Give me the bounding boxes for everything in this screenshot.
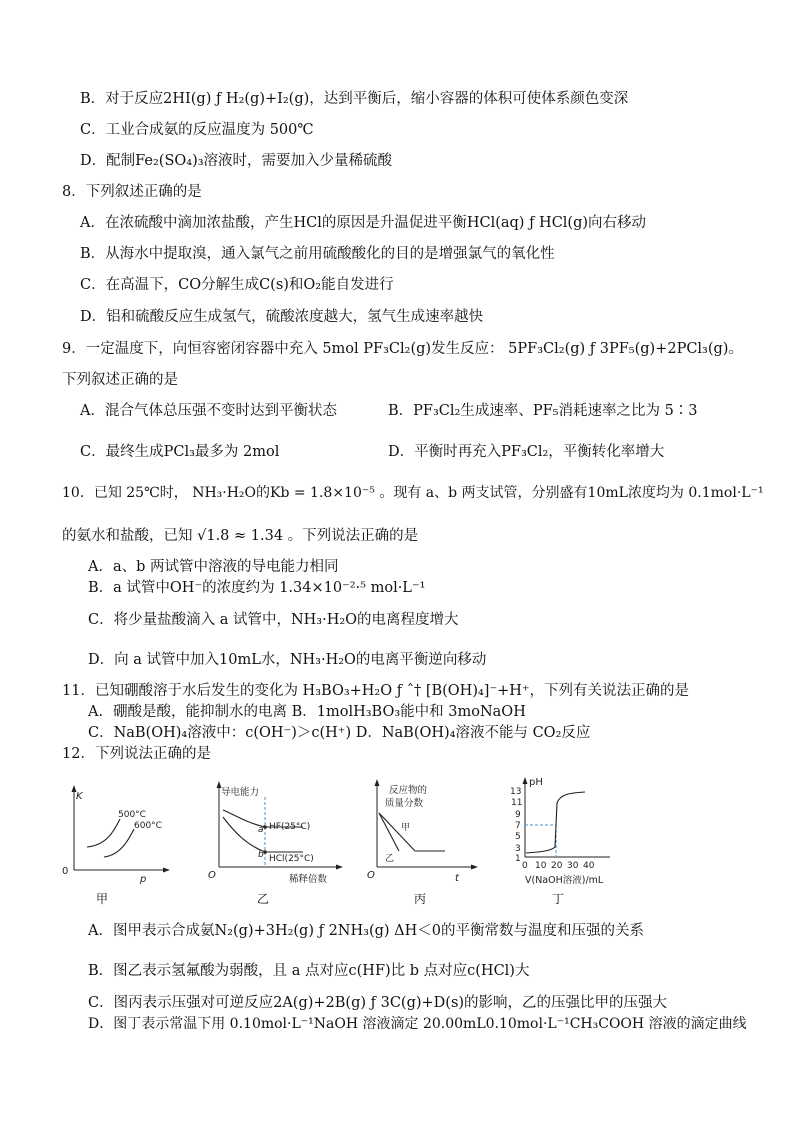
ding-caption: 丁 [551,892,564,906]
q12-option-b: B．图乙表示氢氟酸为弱酸，且 a 点对应c(HF)比 b 点对应c(HCl)大 [88,963,530,979]
q10-option-c: C．将少量盐酸滴入 a 试管中，NH₃·H₂O的电离程度增大 [88,612,459,628]
ding-ytick-3: 3 [515,844,521,854]
ding-xtick-0: 0 [522,861,528,871]
figure-bing [365,775,480,890]
jia-x-label: p [140,874,147,885]
yi-point-a: a [258,825,264,835]
bing-curve-jia-label: 甲 [401,823,411,833]
q8-option-b: B．从海水中提取溴，通入氯气之前用硫酸酸化的目的是增强氯气的氧化性 [80,246,555,262]
q9-option-a: A．混合气体总压强不变时达到平衡状态 [80,403,337,419]
bing-y-label-1: 反应物的 [389,785,428,796]
ding-x-label: V(NaOH溶液)/mL [525,875,604,886]
figure-jia [62,775,172,890]
q10-stem-line1: 10．已知 25℃时， NH₃·H₂O的Kb = 1.8×10⁻⁵ 。现有 a、b 两支试管，分别盛有10mL浓度均为 0.1mol·L⁻¹ [62,485,764,501]
q7-option-b: B．对于反应2HI(g) ƒ H₂(g)+I₂(g)，达到平衡后，缩小容器的体积可使体系颜色变深 [80,91,629,107]
ding-y-label: pH [529,777,543,788]
yi-caption: 乙 [256,892,269,906]
q11-stem: 11．已知硼酸溶于水后发生的变化为 H₃BO₃+H₂O ƒ ˆ† [B(OH)₄]⁻+H⁺，下列有关说法正确的是 [62,683,690,699]
q8-stem: 8．下列叙述正确的是 [62,184,202,200]
q11-options-cd: C．NaB(OH)₄溶液中：c(OH⁻)＞c(H⁺) D．NaB(OH)₄溶液不能与 CO₂反应 [88,725,591,741]
figure-yi [205,775,345,890]
ding-xtick-40: 40 [583,861,595,871]
yi-label-hcl: HCl(25°C) [269,854,314,864]
bing-origin: O [367,870,375,881]
ding-xtick-10: 10 [535,861,547,871]
q11-options-ab: A．硼酸是酸，能抑制水的电离 B．1molH₃BO₃能中和 3moNaOH [88,704,526,720]
ding-ytick-13: 13 [510,787,522,797]
q8-option-d: D．铝和硫酸反应生成氢气，硫酸浓度越大，氢气生成速率越快 [80,309,484,325]
q9-option-b: B．PF₃Cl₂生成速率、PF₅消耗速率之比为 5∶3 [388,403,698,419]
jia-curve-600 [104,829,134,857]
ding-xtick-30: 30 [567,861,579,871]
q9-option-d: D．平衡时再充入PF₃Cl₂，平衡转化率增大 [388,444,665,460]
q12-option-d: D．图丁表示常温下用 0.10mol·L⁻¹NaOH 溶液滴定 20.00mL0.10mol·L⁻¹CH₃COOH 溶液的滴定曲线 [88,1016,747,1032]
jia-curve2-label: 600°C [134,821,162,831]
q9-stem-line1: 9．一定温度下，向恒容密闭容器中充入 5mol PF₃Cl₂(g)发生反应： 5PF₃Cl₂(g) ƒ 3PF₅(g)+2PCl₃(g)。 [62,341,743,357]
ding-ytick-11: 11 [511,798,523,808]
bing-y-label-2: 质量分数 [385,798,424,809]
ding-ytick-1: 1 [515,854,521,864]
q9-option-c: C．最终生成PCl₃最多为 2mol [80,444,280,460]
yi-x-label: 稀释倍数 [289,874,328,885]
jia-curve1-label: 500°C [118,810,146,820]
figure-ding [505,775,640,890]
q10-option-b: B．a 试管中OH⁻的浓度约为 1.34×10⁻²·⁵ mol·L⁻¹ [88,580,426,596]
jia-caption: 甲 [95,892,108,906]
jia-curve-500 [87,819,120,847]
q10-option-a: A．a、b 两试管中溶液的导电能力相同 [88,559,339,575]
bing-x-label: t [455,873,459,884]
jia-y-label: K [76,791,83,802]
q9-stem-line2: 下列叙述正确的是 [62,372,178,388]
q8-option-c: C．在高温下，CO分解生成C(s)和O₂能自发进行 [80,277,394,293]
ding-ytick-5: 5 [515,832,521,842]
q10-option-d: D．向 a 试管中加入10mL水，NH₃·H₂O的电离平衡逆向移动 [88,652,487,668]
ding-ytick-7: 7 [515,821,521,831]
bing-curve-yi [379,813,399,851]
q12-option-a: A．图甲表示合成氨N₂(g)+3H₂(g) ƒ 2NH₃(g) ΔH＜0的平衡常数与温度和压强的关系 [88,923,644,939]
ding-titration-curve [526,792,585,853]
q7-option-c: C．工业合成氨的反应温度为 500℃ [80,122,314,138]
q12-stem: 12．下列说法正确的是 [62,746,211,762]
jia-origin: 0 [62,866,69,877]
q12-option-c: C．图丙表示压强对可逆反应2A(g)+2B(g) ƒ 3C(g)+D(s)的影响，乙的压强比甲的压强大 [88,995,668,1011]
bing-caption: 丙 [413,892,426,906]
ding-xtick-20: 20 [551,861,563,871]
q10-stem-line2: 的氨水和盐酸，已知 √1.8 ≈ 1.34 。下列说法正确的是 [62,528,419,544]
ding-ytick-9: 9 [515,810,521,820]
bing-curve-yi-label: 乙 [385,854,395,864]
yi-point-b: b [258,850,264,860]
q7-option-d: D．配制Fe₂(SO₄)₃溶液时，需要加入少量稀硫酸 [80,153,393,169]
yi-label-hf: HF(25°C) [269,822,311,832]
yi-origin: O [208,870,216,881]
yi-y-label: 导电能力 [221,787,260,798]
q8-option-a: A．在浓硫酸中滴加浓盐酸，产生HCl的原因是升温促进平衡HCl(aq) ƒ HCl(g)向右移动 [80,215,647,231]
